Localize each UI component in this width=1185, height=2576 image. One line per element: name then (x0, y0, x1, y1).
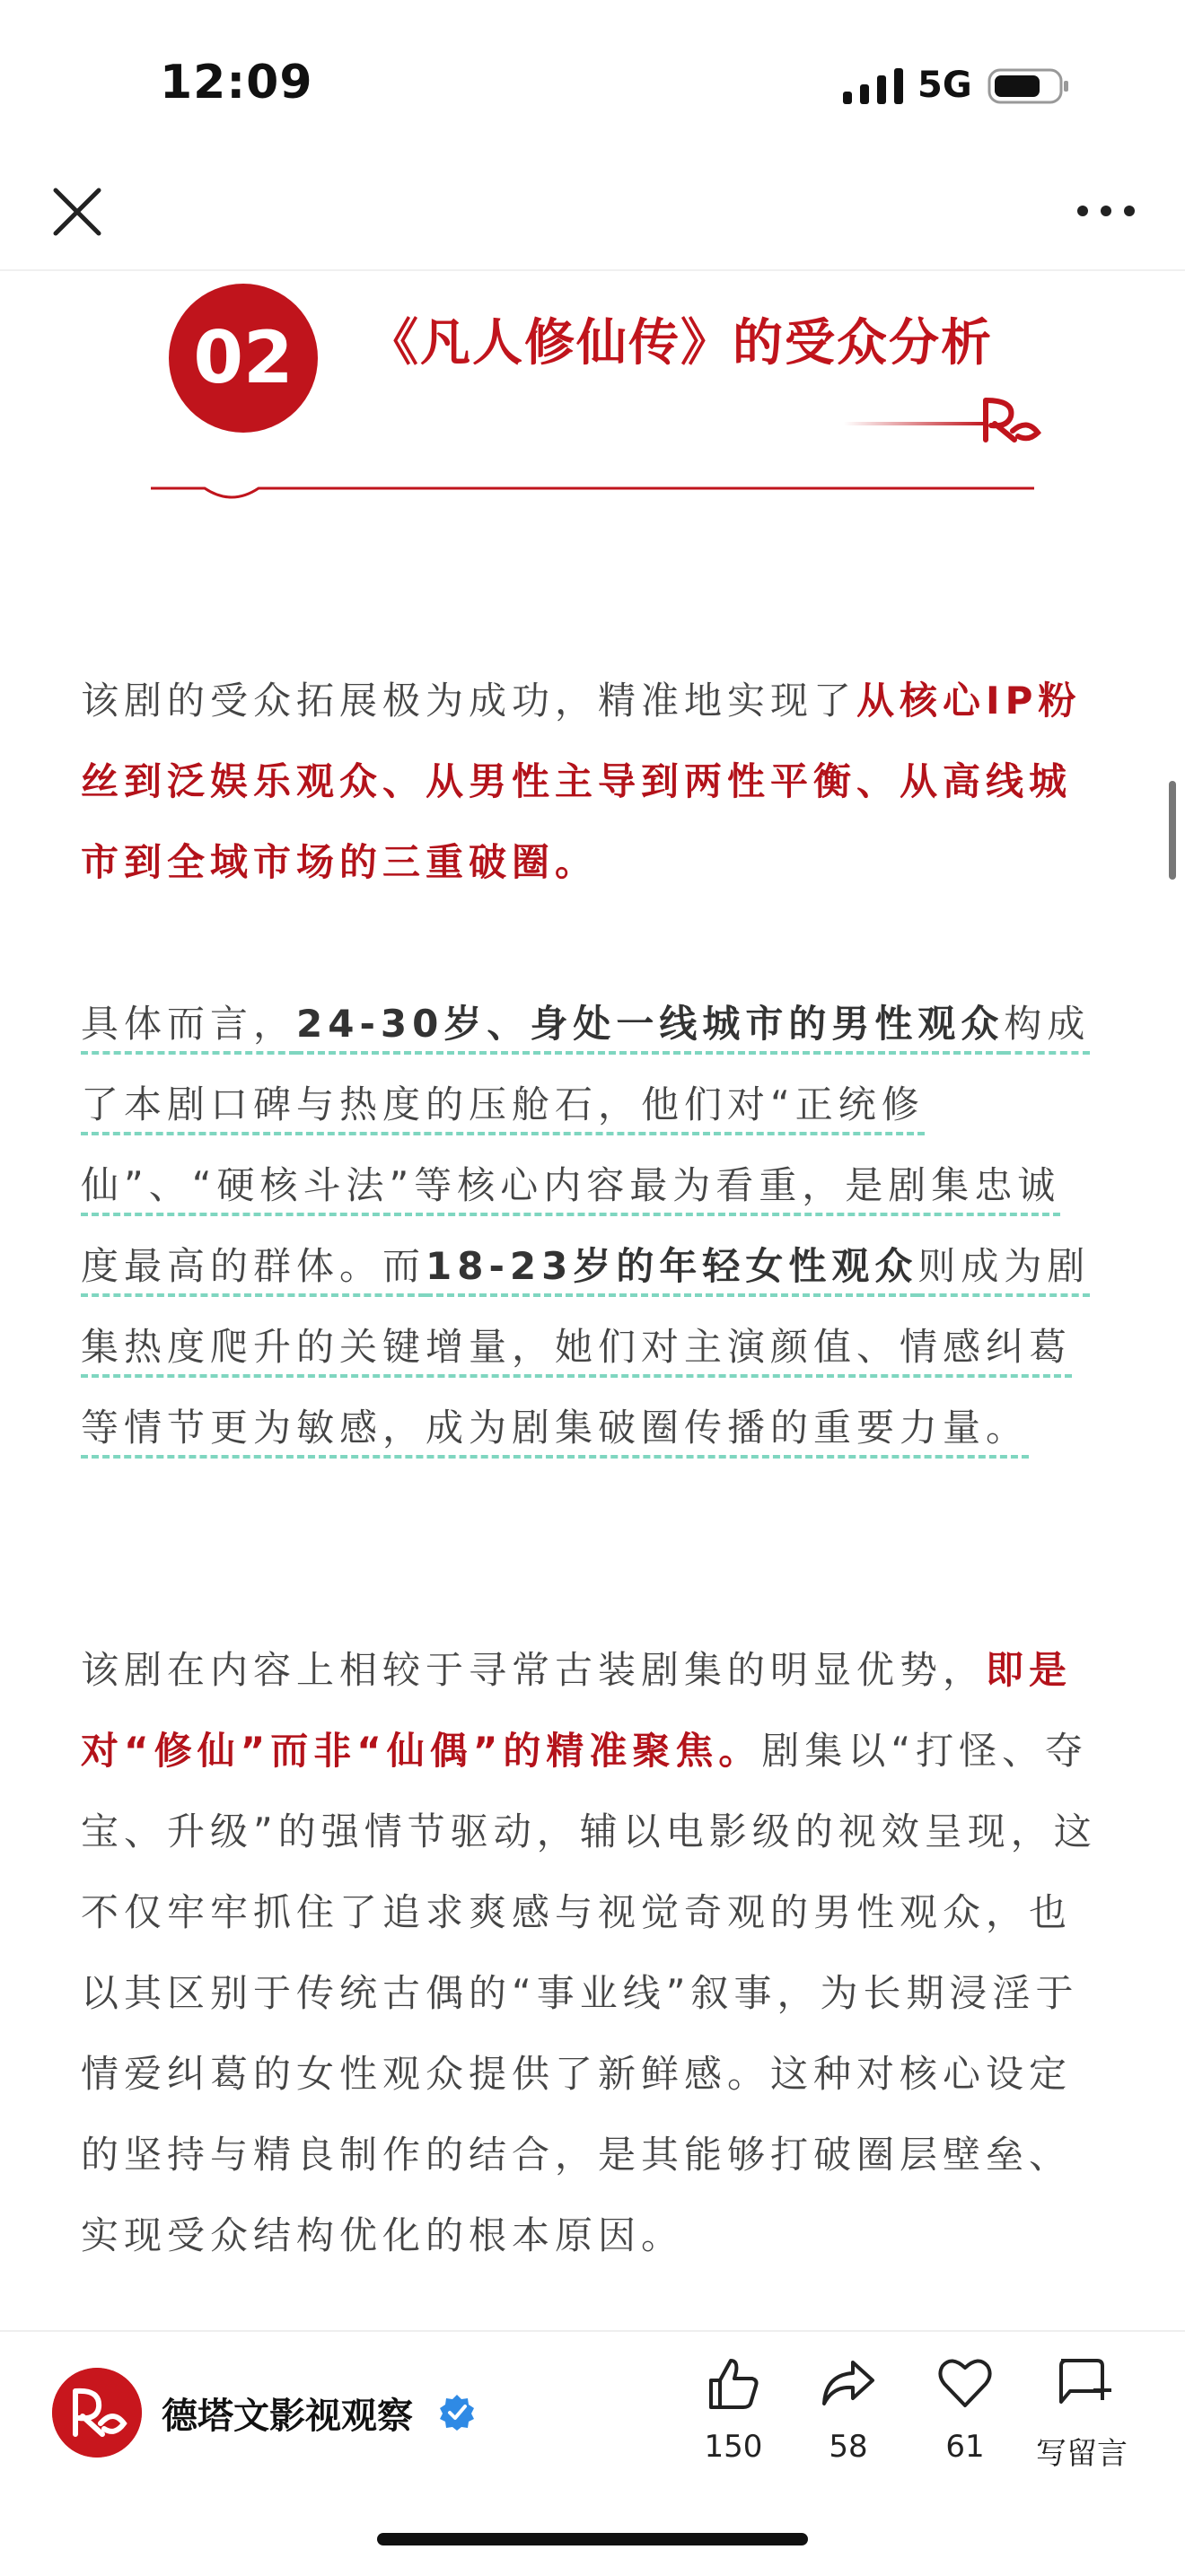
verified-badge-icon (438, 2393, 476, 2431)
battery-icon (988, 66, 1070, 106)
highlight-text: 18-23岁的年轻女性观众 (426, 1244, 917, 1297)
favorite-button[interactable] (916, 2353, 1014, 2465)
brand-logo-icon (835, 386, 1050, 449)
paragraph-text: 具体而言， (81, 1002, 296, 1055)
favorite-count: 61 (945, 2429, 985, 2465)
section-title: 《凡人修仙传》的受众分析 (368, 314, 993, 372)
close-icon[interactable] (47, 181, 108, 242)
scrollbar[interactable] (1169, 781, 1176, 880)
more-icon[interactable] (1074, 188, 1138, 233)
nav-bar (0, 162, 1185, 271)
paragraph-text: 该剧的受众拓展极为成功，精准地实现了 (81, 679, 857, 723)
share-icon (819, 2353, 878, 2413)
paragraph-audience-segments (81, 984, 1102, 1468)
paragraph-text: 构成了本剧口碑与热度的压舱石，他们对“正统修仙”、“硬核斗法”等核心内容最为看重，是剧集忠诚度最高的群体。而 (81, 1002, 1090, 1297)
highlight-text: 从核心IP粉丝到泛娱乐观众、从男性主导到两性平衡、从高线城市到全域市场的三重破圈。 (81, 679, 1082, 884)
heart-icon (935, 2353, 995, 2413)
comment-add-icon (1052, 2353, 1111, 2413)
paragraph-text: 则成为剧集热度爬升的关键增量，她们对主演颜值、情感纠葛等情节更为敏感，成为剧集破圈传播的重要力量。 (81, 1244, 1090, 1459)
paragraph-audience-expansion (81, 661, 1102, 903)
highlight-text: 即是对“修仙”而非“仙偶”的精准聚焦。 (81, 1648, 1073, 1773)
like-button[interactable] (684, 2353, 783, 2465)
comment-label: 写留言 (1036, 2436, 1128, 2472)
comment-button[interactable] (1023, 2353, 1140, 2473)
section-divider (151, 485, 1034, 512)
share-button[interactable] (799, 2353, 898, 2465)
signal-icon (840, 66, 912, 108)
like-count: 150 (704, 2429, 763, 2465)
paragraph-text: 剧集以“打怪、夺宝、升级”的强情节驱动，辅以电影级的视效呈现，这不仅牢牢抓住了追求爽感与视觉奇观的男性观众，也以其区别于传统古偶的“事业线”叙事，为长期浸淫于情爱纠葛的女性观众提供了新鲜感。这种对核心设定的坚持与精良制作的结合，是其能够打破圈层壁垒、实现受众结构优化的根本原因。 (81, 1729, 1097, 2257)
paragraph-text: 该剧在内容上相较于寻常古装剧集的明显优势， (81, 1648, 987, 1692)
paragraph-content-advantage (81, 1630, 1102, 2276)
section-number-badge: 02 (169, 284, 318, 433)
home-indicator[interactable] (377, 2533, 808, 2545)
network-type: 5G (917, 65, 972, 106)
thumbs-up-icon (704, 2353, 763, 2413)
highlight-text: 24-30岁、身处一线城市的男性观众 (296, 1002, 1004, 1055)
share-count: 58 (829, 2429, 868, 2465)
account-name[interactable]: 德塔文影视观察 (162, 2396, 413, 2437)
status-time: 12:09 (160, 56, 313, 110)
account-avatar[interactable] (52, 2368, 142, 2458)
status-bar (0, 0, 1185, 162)
